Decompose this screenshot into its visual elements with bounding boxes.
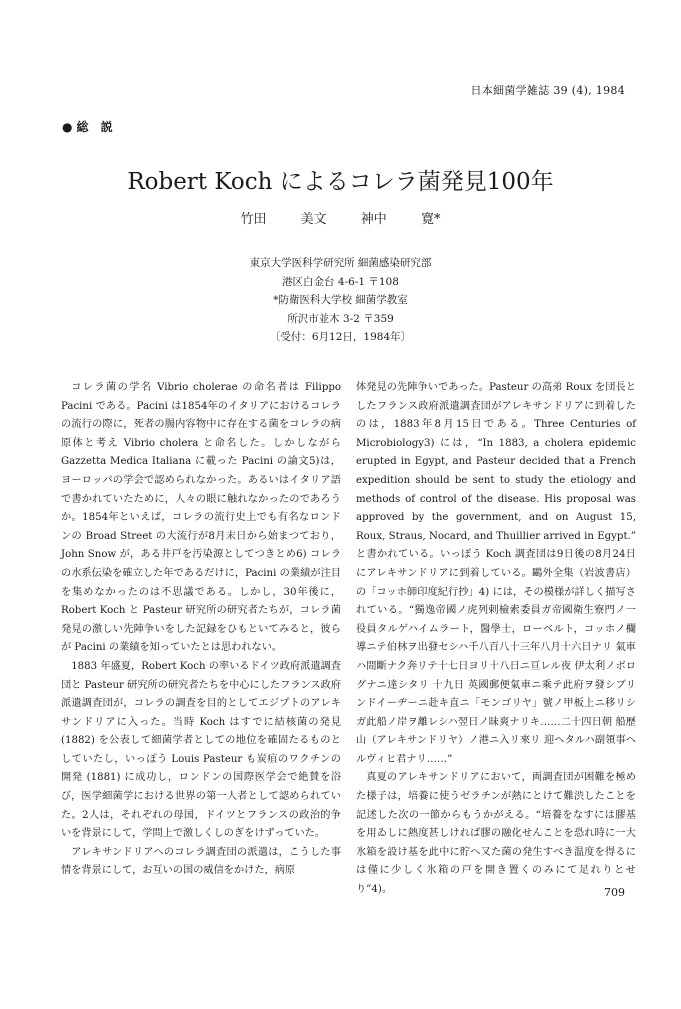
section-label: ●総 説 [62, 120, 117, 134]
author-names: 竹田 美文 神中 寛* [240, 212, 441, 227]
affiliation-line: *防衛医科大学校 細菌学教室 [273, 294, 408, 306]
body-paragraph: 1883 年盛夏，Robert Koch の率いるドイツ政府派遣調査団と Pasteur 研究所の研究者たちを中心にしたフランス政府派遣調査団が，コレラの調査を目的としてエジプトのアレキサンドリアに入った。当時 Koch はすでに結核菌の発見 (1882) を公表して細菌学者としての地位を確固たるものとしていたし，いっぽう Louis Pasteur も炭疽のワクチンの開発 (1881) に成功し，ロンドンの国際医学会で絶賛を浴び，医学細菌学における世界の第一人者として認められていた。2人は，それぞれの母国，ドイツとフランスの政治的争いを背景にして，学問上で激しくしのぎをけずっていた。 [61, 660, 341, 840]
affiliation-line: 東京大学医科学研究所 細菌感染研究部 [249, 257, 432, 269]
affiliation-line: 所沢市並木 3-2 〒359 [287, 312, 394, 325]
affiliation-line: 港区白金台 4-6-1 〒108 [282, 275, 399, 288]
body-paragraph: コレラ菌の学名 Vibrio cholerae の命名者は Filippo Pacini である。Pacini は1854年のイタリアにおけるコレラの流行の際に，死者の腸内容物中に存在する菌をコレラの病原体と考え Vibrio cholera と命名した。しかしながら Gazzetta Medica Italiana に載った Pacini の論文5)は，ヨーロッパの学会で認められなかった。あるいはイタリア語で書かれていたために，人々の眼に触れなかったのであろうか。1854年といえば，コレラの流行史上でも有名なロンドンの Broad Street の大流行が8月末日から始まつており，John Snow が，ある井戸を汚染源としてつきとめ6) コレラの水系伝染を確立した年であるだけに，Pacini の業績が注目を集めなかったのは不思議である。しかし，30年後に，Robert Koch と Pasteur 研究所の研究者たちが，コレラ菌発見の激しい先陣争いをした記録をひもといてみると，彼らが Pacini の業績を知っていたとは思われない。 [61, 382, 341, 654]
article-title: Robert Koch によるコレラ菌発見100年 [127, 169, 554, 195]
affiliation-block [0, 254, 681, 347]
body-paragraph: アレキサンドリアへのコレラ調査団の派遣は，こうした事情を背景にして，お互いの国の威信をかけた，病原 [61, 846, 341, 877]
left-text-column [61, 379, 341, 881]
body-paragraph: 体発見の先陣争いであった。Pasteur の高弟 Roux を団長としたフランス政府派遣調査団がアレキサンドリアに到着したのは，1883年8月15日である。Three Centuries of Microbiology3) には，“In 1883, a cholera epidemic erupted in Egypt, and Pasteur decided that a French expedition should be sent to study the etiology and methods of control of the disease. His proposal was approved by the government, and on August 15, Roux, Straus, Nocard, and Thuillier arrived in Egypt.” と書かれている。いっぽう Koch 調査団は9日後の8月24日にアレキサンドリアに到着している。鷗外全集（岩波書店）の「コッホ師印度紀行抄」4) には，その模様が詳しく描写されている。“獨逸帝國ノ虎列剌檢索委員ガ帝國衛生寮門ノ一役員タルゲハイムラート，醫學士，ローベルト，コッホノ欄導ニテ伯林ヲ出發セシハ千八百八十三年八月十六日ナリ 氣車ハ間斷ナク奔リテ十七日ヨリ十八日ニ亘レル夜 伊太利ノボログナニ達シタリ 十九日 英國郵便氣車ニ乘テ此府ヲ發シブリンドイーヂーニ赴キ直ニ「モンゴリヤ」號ノ甲板上ニ移リシガ此船ノ岸ヲ離レシハ翌日ノ昧爽ナリキ……二十四日朝 船歷山（アレキサンドリヤ）ノ港ニ入リ來リ 迎ヘタルハ副領事ヘルヴィヒ君ナリ……” [356, 382, 636, 765]
page-number: 709 [604, 886, 625, 899]
received-date: 〔受付：6月12日，1984年〕 [269, 331, 412, 343]
right-text-column [356, 379, 636, 900]
journal-citation: 日本細菌学雑誌 39 (4), 1984 [470, 84, 625, 97]
body-paragraph: 真夏のアレキサンドリアにおいて，両調査団が困難を極めた様子は，培養に使うゼラチンが熱にとけて難渋したことを記述した次の一節からもうかがえる。“培養をなすには膠基を用ゐしに熱度甚しければ膠の融化せんことを恐れ時に一大氷箱を設け基を此中に貯へ又た菌の発生すべき温度を得るには僅に少しく氷箱の戸を開き置くのみにて足れりとせり”4)。 [356, 772, 636, 896]
